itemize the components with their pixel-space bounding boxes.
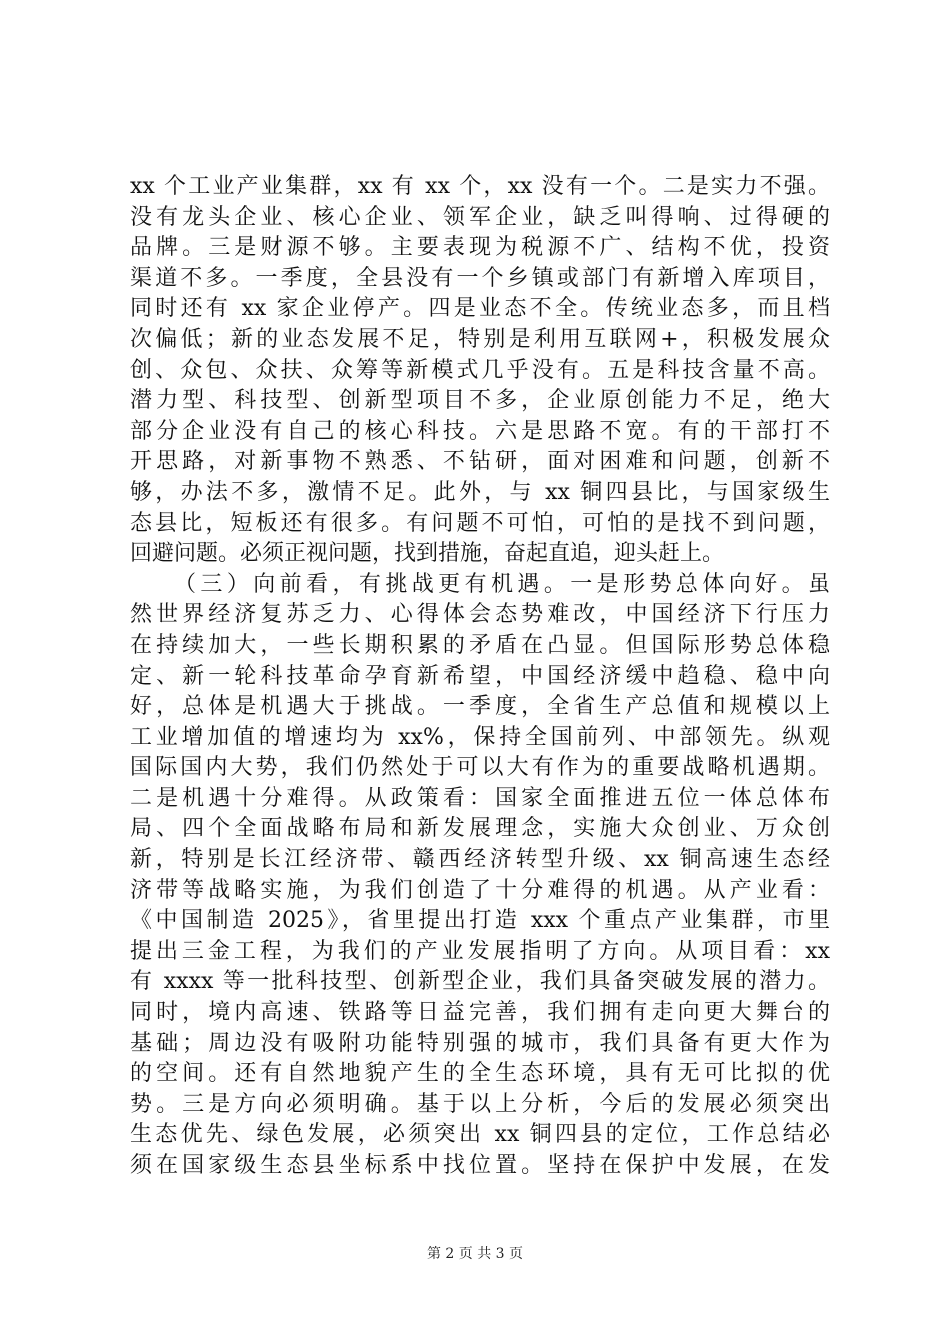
page-footer: 第 2 页 共 3 页 <box>426 1246 524 1262</box>
text-line: 潜力型、科技型、创新型项目不多，企业原创能力不足，绝大 <box>130 388 830 414</box>
text-line: 生态优先、绿色发展，必须突出 xx 铜四县的定位，工作总结必 <box>130 1122 830 1148</box>
text-line: 创、众包、众扶、众筹等新模式几乎没有。五是科技含量不高。 <box>130 357 830 383</box>
text-line: 新，特别是长江经济带、赣西经济转型升级、xx 铜高速生态经 <box>130 847 830 873</box>
body-text <box>130 172 830 1182</box>
text-line: 须在国家级生态县坐标系中找位置。坚持在保护中发展，在发 <box>130 1153 830 1178</box>
text-line: 提出三金工程，为我们的产业发展指明了方向。从项目看：xx <box>130 938 830 964</box>
text-line: xx 个工业产业集群，xx 有 xx 个，xx 没有一个。二是实力不强。 <box>130 174 830 199</box>
text-line: 开思路，对新事物不熟悉、不钻研，面对困难和问题，创新不 <box>130 449 830 475</box>
text-line: 回避问题。必须正视问题，找到措施，奋起直追，迎头赶上。 <box>130 541 725 567</box>
text-line: 态县比，短板还有很多。有问题不可怕，可怕的是找不到问题， <box>130 510 830 536</box>
text-line: 二是机遇十分难得。从政策看：国家全面推进五位一体总体布 <box>130 785 830 811</box>
text-line: 够，办法不多，激情不足。此外，与 xx 铜四县比，与国家级生 <box>130 479 830 505</box>
text-line: 势。三是方向必须明确。基于以上分析，今后的发展必须突出 <box>130 1091 830 1117</box>
text-line: 然世界经济复苏乏力、心得体会态势难改，中国经济下行压力 <box>130 602 830 628</box>
text-line: 基础；周边没有吸附功能特别强的城市，我们具备有更大作为 <box>130 1030 830 1056</box>
text-line: 定、新一轮科技革命孕育新希望，中国经济缓中趋稳、稳中向 <box>130 663 830 689</box>
text-line: 国际国内大势，我们仍然处于可以大有作为的重要战略机遇期。 <box>130 755 830 781</box>
text-line: 有 xxxx 等一批科技型、创新型企业，我们具备突破发展的潜力。 <box>130 969 830 995</box>
text-line: 品牌。三是财源不够。主要表现为税源不广、结构不优，投资 <box>130 235 830 261</box>
text-line: 次偏低；新的业态发展不足，特别是利用互联网+，积极发展众 <box>130 326 830 352</box>
section-heading-line: （三）向前看，有挑战更有机遇。一是形势总体向好。虽 <box>174 571 830 597</box>
text-line: 《中国制造 2025》，省里提出打造 xxx 个重点产业集群，市里 <box>130 908 830 934</box>
text-line: 同时，境内高速、铁路等日益完善，我们拥有走向更大舞台的 <box>130 1000 830 1026</box>
text-line: 好，总体是机遇大于挑战。一季度，全省生产总值和规模以上 <box>130 694 830 720</box>
text-line: 同时还有 xx 家企业停产。四是业态不全。传统业态多，而且档 <box>130 296 830 322</box>
text-line: 在持续加大，一些长期积累的矛盾在凸显。但国际形势总体稳 <box>130 632 830 658</box>
text-line: 局、四个全面战略布局和新发展理念，实施大众创业、万众创 <box>130 816 830 842</box>
text-line: 工业增加值的增速均为 xx%，保持全国前列、中部领先。纵观 <box>130 724 830 750</box>
text-line: 没有龙头企业、核心企业、领军企业，缺乏叫得响、过得硬的 <box>130 204 830 230</box>
text-line: 渠道不多。一季度，全县没有一个乡镇或部门有新增入库项目， <box>130 265 830 291</box>
text-line: 的空间。还有自然地貌产生的全生态环境，具有无可比拟的优 <box>130 1061 830 1087</box>
text-line: 济带等战略实施，为我们创造了十分难得的机遇。从产业看： <box>130 877 830 903</box>
text-line: 部分企业没有自己的核心科技。六是思路不宽。有的干部打不 <box>130 418 830 444</box>
